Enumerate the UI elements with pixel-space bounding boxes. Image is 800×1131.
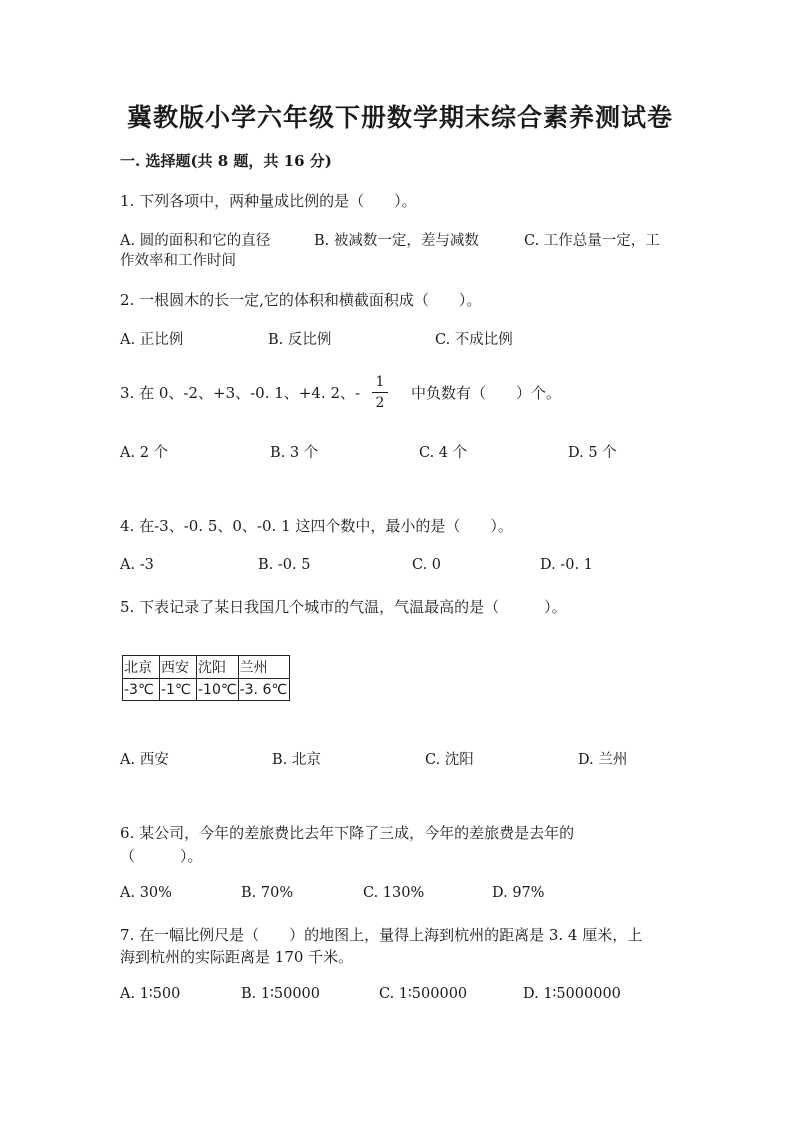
- table-cell: 兰州: [238, 656, 289, 679]
- q6-option-b: B. 70%: [241, 885, 294, 901]
- q5-option-a: A. 西安: [120, 752, 169, 768]
- q5-option-b: B. 北京: [272, 752, 321, 768]
- fraction-one-half: [372, 374, 388, 411]
- question-1: 1. 下列各项中，两种量成比例的是（ ）。: [120, 192, 417, 210]
- q1-option-b: B. 被减数一定，差与减数: [314, 233, 479, 249]
- q2-option-c: C. 不成比例: [435, 332, 513, 348]
- question-5: 5. 下表记录了某日我国几个城市的气温，气温最高的是（ ）。: [120, 598, 567, 616]
- q7-option-c: C. 1∶500000: [379, 986, 468, 1002]
- table-cell: -3. 6℃: [238, 679, 289, 701]
- question-4: 4. 在-3、-0. 5、0、-0. 1 这四个数中，最小的是（ ）。: [120, 517, 513, 535]
- section-heading: 一. 选择题(共 8 题，共 16 分): [120, 152, 332, 170]
- table-cell: -1℃: [160, 679, 197, 701]
- question-7: 7. 在一幅比例尺是（ ）的地图上，量得上海到杭州的距离是 3. 4 厘米，上: [120, 926, 643, 944]
- q1-option-c: C. 工作总量一定，工: [524, 233, 660, 249]
- question-6: 6. 某公司，今年的差旅费比去年下降了三成，今年的差旅费是去年的: [120, 824, 575, 842]
- table-cell: -10℃: [197, 679, 239, 701]
- q1-option-c-cont: 作效率和工作时间: [120, 253, 236, 269]
- q4-option-c: C. 0: [412, 557, 442, 573]
- q3-option-c: C. 4 个: [419, 445, 468, 461]
- question-7-cont: 海到杭州的实际距离是 170 千米。: [120, 948, 354, 966]
- q7-option-b: B. 1∶50000: [241, 986, 320, 1002]
- q3-option-a: A. 2 个: [120, 445, 169, 461]
- fraction-numerator: 1: [372, 374, 388, 393]
- q5-option-c: C. 沈阳: [425, 752, 474, 768]
- table-cell: -3℃: [123, 679, 160, 701]
- q2-option-b: B. 反比例: [268, 332, 332, 348]
- page-title: 冀教版小学六年级下册数学期末综合素养测试卷: [126, 103, 673, 132]
- q6-option-d: D. 97%: [492, 885, 545, 901]
- q3-option-d: D. 5 个: [568, 445, 617, 461]
- q7-option-a: A. 1∶500: [120, 986, 181, 1002]
- q6-option-c: C. 130%: [363, 885, 425, 901]
- table-cell: 沈阳: [197, 656, 239, 679]
- q6-option-a: A. 30%: [120, 885, 172, 901]
- question-3: 3. 在 0、-2、+3、-0. 1、+4. 2、-: [120, 384, 361, 402]
- q4-option-d: D. -0. 1: [540, 557, 593, 573]
- question-3-tail: 中负数有（ ）个。: [411, 384, 562, 402]
- q3-option-b: B. 3 个: [270, 445, 319, 461]
- question-2: 2. 一根圆木的长一定,它的体积和横截面积成（ ）。: [120, 291, 482, 309]
- table-cell: 西安: [160, 656, 197, 679]
- q1-option-a: A. 圆的面积和它的直径: [120, 233, 271, 249]
- table-cell: 北京: [123, 656, 160, 679]
- temperature-table: [122, 655, 290, 701]
- q4-option-b: B. -0. 5: [258, 557, 311, 573]
- question-6-cont: （ ）。: [120, 847, 203, 865]
- fraction-denominator: 2: [375, 395, 385, 411]
- q7-option-d: D. 1∶5000000: [523, 986, 621, 1002]
- q5-option-d: D. 兰州: [578, 752, 628, 768]
- q2-option-a: A. 正比例: [120, 332, 184, 348]
- table-row-temps: [123, 679, 290, 701]
- table-row-cities: [123, 656, 290, 679]
- q4-option-a: A. -3: [120, 557, 154, 573]
